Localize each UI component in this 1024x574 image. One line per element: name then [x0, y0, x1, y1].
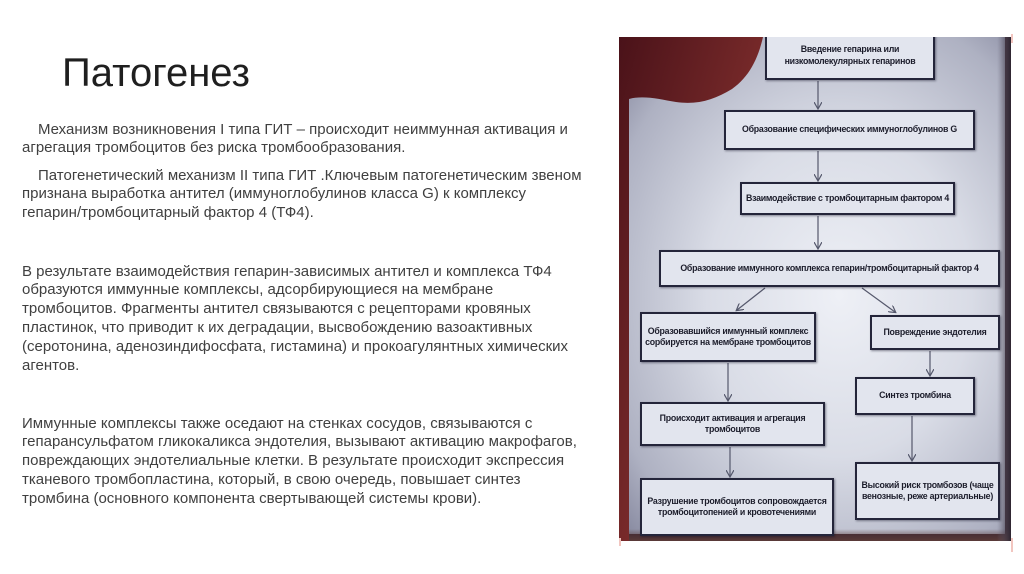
flow-box-line: Образовавшийся иммунный комплекс	[647, 325, 809, 336]
paragraph-line: тромбина (основного компонента свертывающей системы крови).	[22, 489, 482, 507]
paragraph-line: тромбоцитов. Фрагменты антител связываются с рецепторами кровяных	[22, 300, 531, 318]
flow-box-heparin-intro	[765, 37, 935, 80]
paragraph-line: Механизм возникновения I типа ГИТ – происходит неиммунная активация и	[38, 120, 568, 138]
paragraph-line: пластинок, что приводит к их деградации, высвобождению вазоактивных	[22, 318, 533, 336]
flow-box-endothelium-damage	[870, 315, 1000, 350]
flow-box-line: тромбоцитопенией и кровотечениями	[657, 507, 817, 517]
paragraph-line: агентов.	[22, 356, 80, 374]
flow-box-line: Высокий риск тромбозов (чаще	[861, 479, 994, 490]
photo-edge-mark	[1011, 538, 1013, 552]
flow-box-line: Происходит активация и агрегация	[659, 412, 806, 423]
flow-box-complex-sorption	[640, 312, 816, 362]
flow-box-platelet-activation	[640, 402, 825, 446]
paragraph-line: (серотонина, аденозиндифосфата, гистамина) и прокоагулянтных химических	[22, 337, 569, 355]
paragraph-line: Иммунные комплексы также оседают на стенках сосудов, связываются с	[22, 414, 533, 432]
paragraph-immune-complex	[22, 263, 568, 376]
slide-title: Патогенез	[62, 51, 250, 95]
flow-box-line: тромбоцитов	[704, 424, 761, 434]
paragraph-git-type1	[22, 121, 568, 159]
paragraph-line: гепарансульфатом гликокаликса эндотелия, вызывают активацию макрофагов,	[22, 433, 577, 451]
flow-box-thrombin-synthesis	[855, 377, 975, 415]
flow-box-immune-complex	[659, 250, 1000, 287]
paragraph-vascular-damage	[22, 415, 577, 509]
flow-box-platelet-destruction	[640, 478, 834, 536]
photo-edge-mark	[619, 538, 621, 546]
flow-box-line: Образование иммунного комплекса гепарин/тромбоцитарный фактор 4	[680, 262, 979, 273]
flow-box-line: Введение гепарина или	[800, 44, 900, 54]
paragraph-line: Патогенетический механизм II типа ГИТ .Ключевым патогенетическим звеном	[38, 166, 582, 184]
paragraph-line: агрегация тромбоцитов без риска тромбообразования.	[22, 139, 406, 157]
paragraph-git-type2	[22, 167, 582, 223]
flow-box-line: Разрушение тромбоцитов сопровождается	[647, 495, 827, 506]
paragraph-line: образуются иммунные комплексы, адсорбирующиеся на мембране	[22, 281, 494, 299]
flow-box-thrombosis-risk	[855, 462, 1000, 520]
pathogenesis-flowchart-photo	[619, 37, 1011, 541]
paragraph-line: В результате взаимодействия гепарин-зависимых антител и комплекса ТФ4	[22, 262, 552, 280]
paragraph-line: тканевого тромбопластина, который, в свою очередь, повышает синтез	[22, 470, 521, 488]
flow-box-line: Взаимодействие с тромбоцитарным фактором 4	[746, 192, 949, 203]
paragraph-line: признана выработка антител (иммуноглобулинов класса G) к комплексу	[22, 185, 527, 203]
paragraph-line: гепарин/тромбоцитарный фактор 4 (ТФ4).	[22, 204, 314, 222]
paragraph-line: повреждающих эндотелиальные клетки. В результате происходит экспрессия	[22, 452, 565, 470]
flow-box-line: венозные, реже артериальные)	[861, 491, 993, 501]
photo-edge-mark	[1011, 34, 1013, 43]
flow-box-igg-formation	[724, 110, 975, 150]
flow-arrow	[737, 288, 765, 310]
flow-box-line: Синтез тромбина	[879, 390, 951, 401]
flow-box-line: сорбируется на мембране тромбоцитов	[645, 337, 811, 347]
flow-arrow	[862, 288, 895, 312]
flow-box-line: низкомолекулярных гепаринов	[784, 55, 916, 66]
flow-box-line: Повреждение эндотелия	[883, 326, 987, 337]
flow-box-pf4-interaction	[740, 182, 955, 215]
flow-box-line: Образование специфических иммуноглобулинов G	[741, 124, 957, 135]
